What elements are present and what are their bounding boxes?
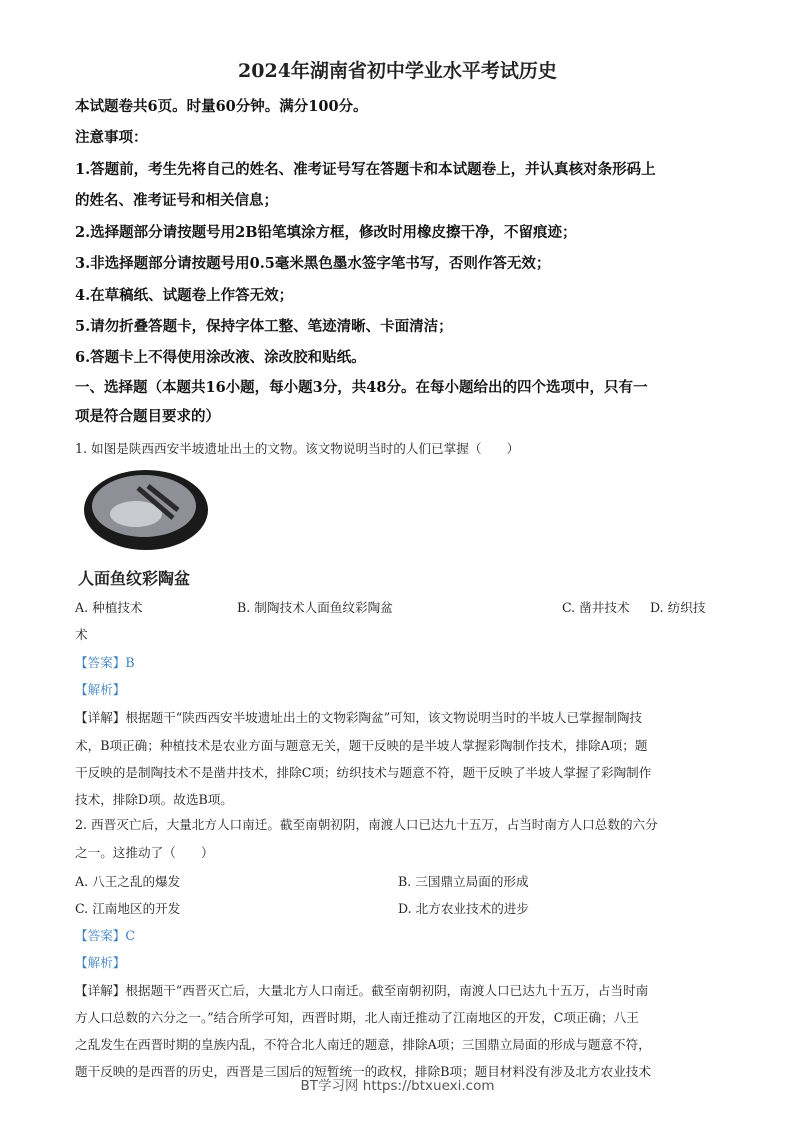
option-c: C. 凿井技术 <box>562 600 630 615</box>
notice-line: 4.在草稿纸、试题卷上作答无效； <box>75 287 294 304</box>
notice-line: 1.答题前，考生先将自己的姓名、准考证号写在答题卡和本试题卷上，并认真核对条形码上 <box>75 161 656 178</box>
question-1-stem: 1. 如图是陕西西安半坡遗址出土的文物。该文物说明当时的人们已掌握（ ） <box>75 441 520 456</box>
detail-line: 【详解】根据题干“陕西西安半坡遗址出土的文物彩陶盆”可知，该文物说明当时的半坡人已掌握制陶技 <box>75 710 643 725</box>
option-d: D. 北方农业技术的进步 <box>398 901 529 916</box>
option-a: A. 八王之乱的爆发 <box>75 874 181 889</box>
page-title: 2024年湖南省初中学业水平考试历史 <box>238 60 557 82</box>
section-heading: 项是符合题目要求的） <box>75 408 220 425</box>
notice-line: 的姓名、准考证号和相关信息； <box>75 192 278 209</box>
analysis-label: 【解析】 <box>75 955 126 970</box>
answer-label: 【答案】B <box>75 655 135 670</box>
option-a: A. 种植技术 <box>75 600 143 615</box>
image-caption: 人面鱼纹彩陶盆 <box>78 569 191 588</box>
option-d: D. 纺织技 <box>650 600 706 615</box>
detail-line: 术，B项正确；种植技术是农业方面与题意无关，题干反映的是半坡人掌握彩陶制作技术，排除A项；题 <box>75 738 648 753</box>
detail-line: 方人口总数的六分之一。”结合所学可知，西晋时期，北人南迁推动了江南地区的开发，C项正确；八王 <box>75 1010 639 1025</box>
notice-line: 2.选择题部分请按题号用2B铅笔填涂方框，修改时用橡皮擦干净，不留痕迹； <box>75 224 577 241</box>
option-c: C. 江南地区的开发 <box>75 901 181 916</box>
option-b: B. 制陶技术人面鱼纹彩陶盆 <box>237 600 393 615</box>
question-2-stem: 之一。这推动了（ ） <box>75 845 214 860</box>
option-d-wrap: 术 <box>75 627 88 642</box>
notice-line: 6.答题卡上不得使用涂改液、涂改胶和贴纸。 <box>75 349 366 366</box>
detail-line: 题干反映的是西晋的历史，西晋是三国后的短暂统一的政权，排除B项；题目材料没有涉及北方农业技术 <box>75 1064 651 1079</box>
detail-line: 干反映的是制陶技术不是凿井技术，排除C项；纺织技术与题意不符，题干反映了半坡人掌握了彩陶制作 <box>75 765 652 780</box>
pottery-basin-image <box>78 468 218 586</box>
footer-watermark: BT学习网 https://btxuexi.com <box>300 1078 495 1094</box>
detail-line: 【详解】根据题干“西晋灭亡后，大量北方人口南迁。截至南朝初阴，南渡人口已达九十五万，占当时南 <box>75 983 649 998</box>
notice-line: 3.非选择题部分请按题号用0.5毫米黑色墨水签字笔书写，否则作答无效； <box>75 255 551 272</box>
detail-line: 之乱发生在西晋时期的皇族内乱，不符合北人南迁的题意，排除A项；三国鼎立局面的形成与题意不符， <box>75 1037 651 1052</box>
option-b: B. 三国鼎立局面的形成 <box>398 874 529 889</box>
analysis-label: 【解析】 <box>75 682 126 697</box>
question-2-stem: 2. 西晋灭亡后，大量北方人口南迁。截至南朝初阴，南渡人口已达九十五万，占当时南方人口总数的六分 <box>75 817 658 832</box>
section-heading: 一、选择题（本题共16小题，每小题3分，共48分。在每小题给出的四个选项中，只有一 <box>75 379 648 396</box>
answer-label: 【答案】C <box>75 928 136 943</box>
notice-heading: 注意事项： <box>75 129 148 146</box>
detail-line: 技术，排除D项。故选B项。 <box>75 792 233 807</box>
intro: 本试题卷共6页。时量60分钟。满分100分。 <box>75 98 368 115</box>
notice-line: 5.请勿折叠答题卡，保持字体工整、笔迹清晰、卡面清洁； <box>75 318 453 335</box>
pottery-basin-icon <box>78 468 218 558</box>
